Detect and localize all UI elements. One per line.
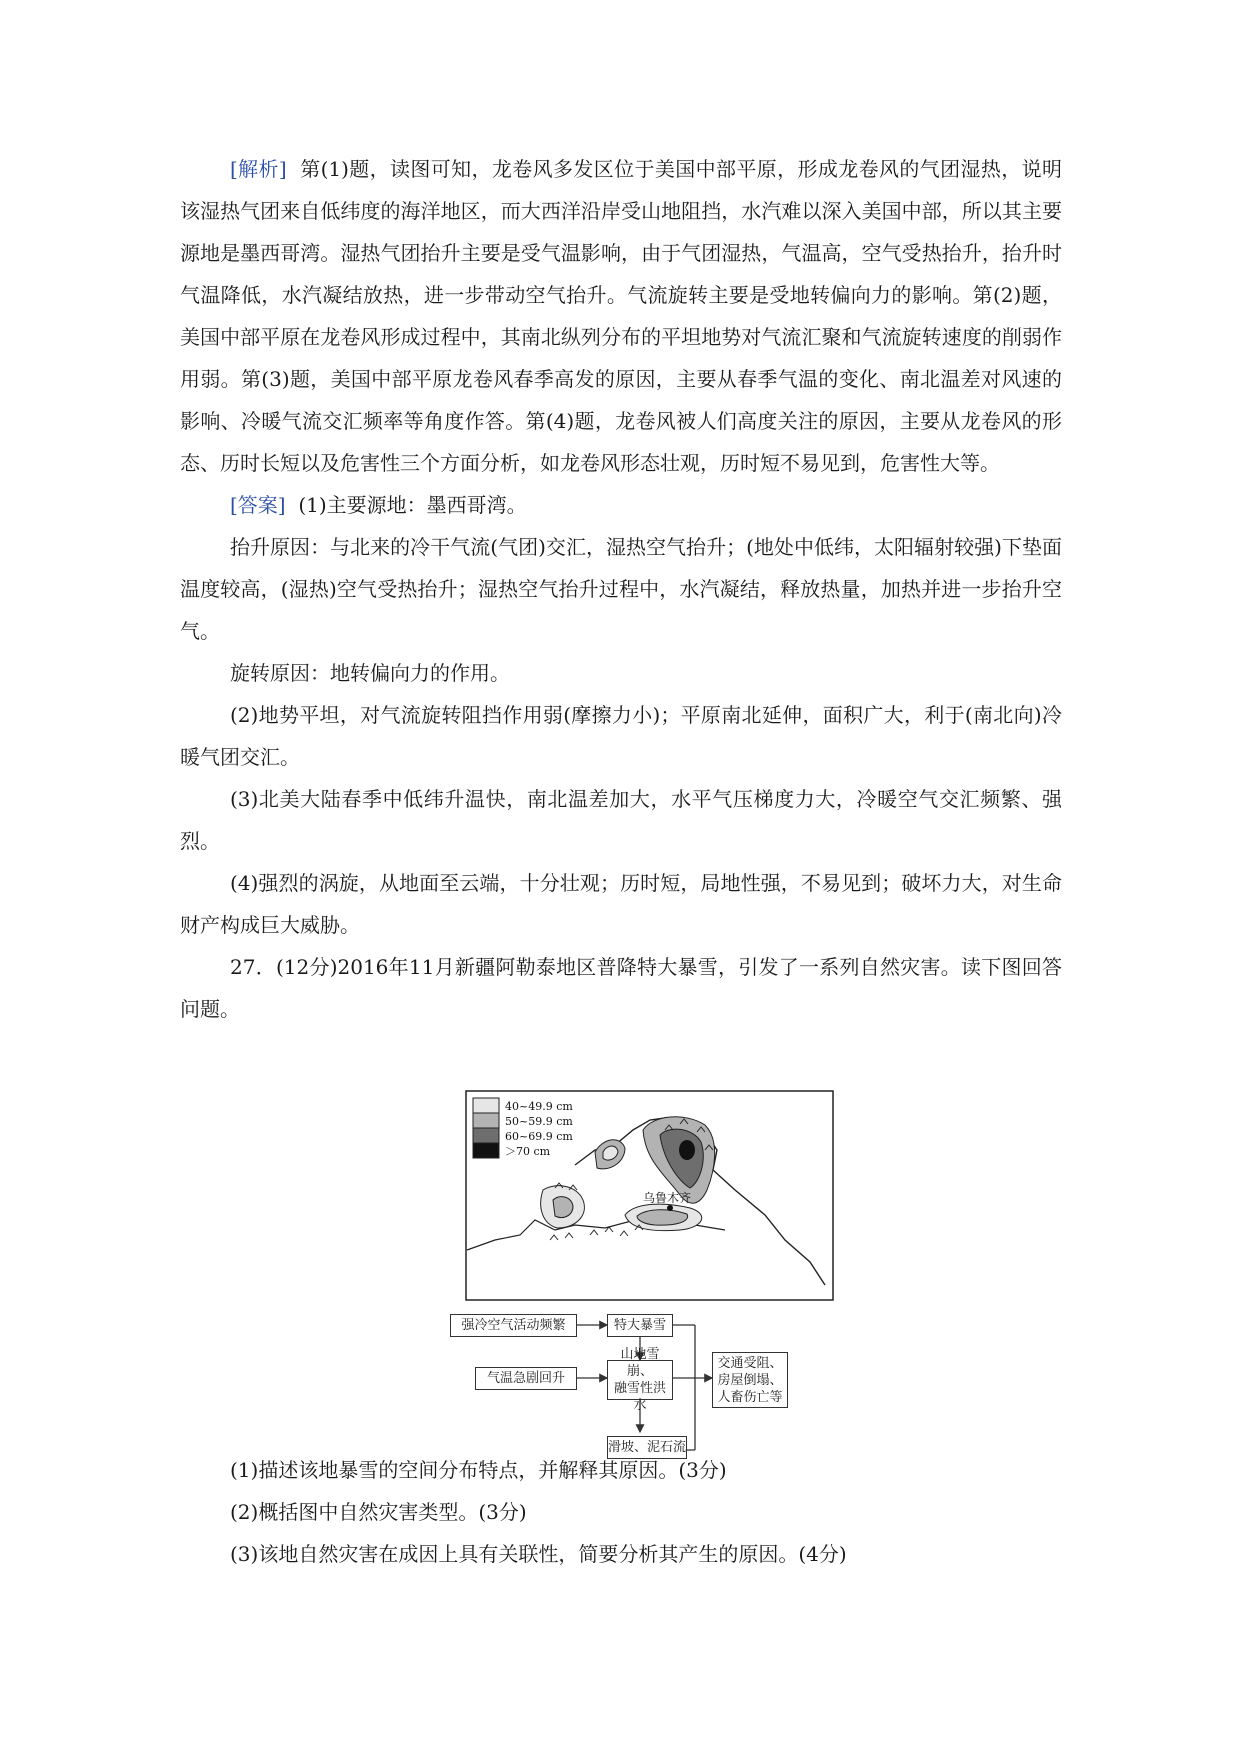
subquestion-2: (2)概括图中自然灾害类型。(3分) bbox=[230, 1500, 527, 1524]
flow-box-landslide: 滑坡、泥石流 bbox=[607, 1436, 687, 1459]
answer-4: (4)强烈的涡旋，从地面至云端，十分壮观；历时短，局地性强，不易见到；破坏力大，对生命财产构成巨大威胁。 bbox=[180, 871, 1062, 937]
answer-tag: [答案] bbox=[230, 493, 286, 517]
legend-swatch-2 bbox=[473, 1113, 499, 1128]
snow-depth-map bbox=[465, 1090, 835, 1302]
legend-label-2: 50~59.9 cm bbox=[505, 1115, 573, 1128]
city-label: 乌鲁木齐 bbox=[643, 1191, 692, 1205]
legend-swatch-3 bbox=[473, 1128, 499, 1143]
flow-result-line-2: 房屋倒塌、 bbox=[717, 1372, 783, 1388]
snow-region-urumqi bbox=[625, 1204, 702, 1231]
answer-2: (2)地势平坦，对气流旋转阻挡作用弱(摩擦力小)；平原南北延伸，面积广大，利于(南北向)冷暖气团交汇。 bbox=[180, 703, 1062, 769]
analysis-tag: [解析] bbox=[230, 157, 287, 181]
analysis-text: 第(1)题，读图可知，龙卷风多发区位于美国中部平原，形成龙卷风的气团湿热，说明该湿热气团来自低纬度的海洋地区，而大西洋沿岸受山地阻挡，水汽难以深入美国中部，所以其主要源地是墨西哥湾。湿热气团抬升主要是受气温影响，由于气团湿热，气温高，空气受热抬升，抬升时气温降低，水汽凝结放热，进一步带动空气抬升。气流旋转主要是受地转偏向力的影响。第(2)题，美国中部平原在龙卷风形成过程中，其南北纵列分布的平坦地势对气流汇聚和气流旋转速度的削弱作用弱。第(3)题，美国中部平原龙卷风春季高发的原因，主要从春季气温的变化、南北温差对风速的影响、冷暖气流交汇频率等角度作答。第(4)题，龙卷风被人们高度关注的原因，主要从龙卷风的形态、历时长短以及危害性三个方面分析，如龙卷风形态壮观，历时短不易见到，危害性大等。 bbox=[180, 157, 1062, 475]
legend-label-4: ＞70 cm bbox=[505, 1145, 551, 1158]
snow-core bbox=[679, 1140, 695, 1160]
flow-box-result bbox=[712, 1352, 788, 1408]
answer-3: (3)北美大陆春季中低纬升温快，南北温差加大，水平气压梯度力大，冷暖空气交汇频繁、强烈。 bbox=[180, 787, 1062, 853]
subquestion-1: (1)描述该地暴雪的空间分布特点，并解释其原因。(3分) bbox=[230, 1458, 727, 1482]
urumqi-dot bbox=[667, 1205, 673, 1211]
question-27-subquestions bbox=[180, 1449, 1062, 1575]
flow-box-blizzard: 特大暴雪 bbox=[607, 1314, 673, 1337]
flow-avalanche-line-2: 融雪性洪水 bbox=[613, 1381, 666, 1413]
analysis-paragraph bbox=[180, 148, 1062, 484]
subquestion-3: (3)该地自然灾害在成因上具有关联性，简要分析其产生的原因。(4分) bbox=[230, 1542, 847, 1566]
legend-label-1: 40~49.9 cm bbox=[505, 1100, 573, 1113]
legend-label-3: 60~69.9 cm bbox=[505, 1130, 573, 1143]
flow-box-cold-air: 强冷空气活动频繁 bbox=[450, 1314, 577, 1337]
legend-swatch-4 bbox=[473, 1143, 499, 1158]
answer-paragraph-1 bbox=[180, 484, 1062, 526]
answer-1-source: (1)主要源地：墨西哥湾。 bbox=[298, 493, 527, 517]
answer-1-rotate: 旋转原因：地转偏向力的作用。 bbox=[230, 661, 510, 685]
snow-region-west bbox=[541, 1186, 585, 1228]
answer-section bbox=[180, 148, 1062, 1030]
flow-box-avalanche bbox=[607, 1347, 673, 1413]
map-svg bbox=[465, 1090, 835, 1302]
question-27-stem: 27．(12分)2016年11月新疆阿勒泰地区普降特大暴雪，引发了一系列自然灾害。读下图回答问题。 bbox=[180, 955, 1062, 1021]
legend-swatch-1 bbox=[473, 1098, 499, 1113]
flow-result-line-1: 交通受阻、 bbox=[717, 1355, 783, 1371]
flow-result-line-3: 人畜伤亡等 bbox=[717, 1389, 783, 1405]
disaster-flowchart bbox=[450, 1310, 850, 1470]
flow-box-temp-rise: 气温急剧回升 bbox=[475, 1367, 577, 1390]
flow-avalanche-line-1: 山地雪崩、 bbox=[620, 1347, 660, 1379]
answer-1-lift: 抬升原因：与北来的冷干气流(气团)交汇，湿热空气抬升；(地处中低纬，太阳辐射较强)下垫面温度较高，(湿热)空气受热抬升；湿热空气抬升过程中，水汽凝结，释放热量，加热并进一步抬升空气。 bbox=[180, 535, 1062, 643]
